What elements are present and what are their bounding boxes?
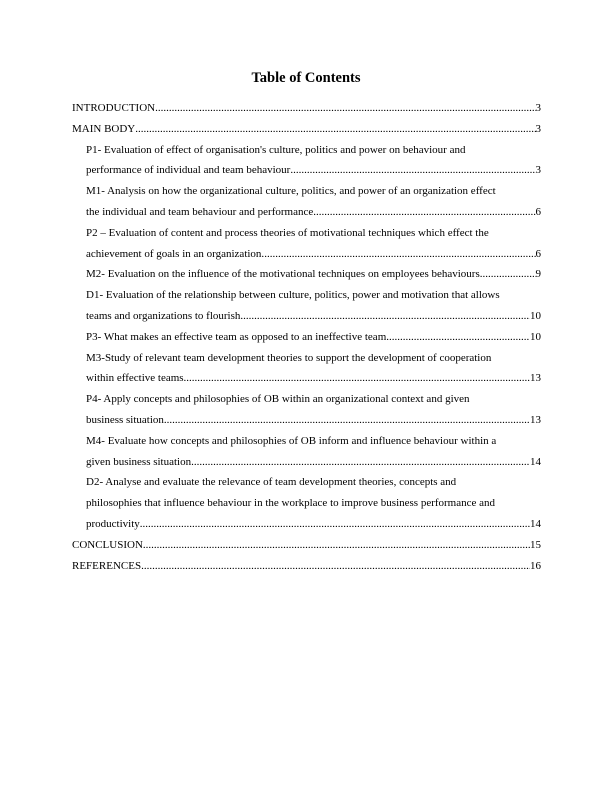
toc-entry-title: teams and organizations to flourish. [86,309,244,322]
dot-leader [264,244,535,265]
toc-entry-title: P3- What makes an effective team as opposed to an ineffective team. [86,330,389,343]
toc-entry-last-line [86,264,541,285]
toc-page-number: 3 [535,122,541,135]
toc-entry-d1[interactable] [86,285,541,327]
toc-entry-text-line: P4- Apply concepts and philosophies of OB within an organizational context and given [86,393,470,406]
toc-entry-text-line: D2- Analyse and evaluate the relevance of team development theories, concepts and [86,476,457,489]
toc-entry-text-line: M3-Study of relevant team development theories to support the development of cooperation [86,351,492,364]
toc-entry-title: performance of individual and team behaviour [86,164,291,177]
toc-page-number: 13 [530,413,541,426]
dot-leader [243,306,530,327]
toc-entry-title: productivity [86,517,140,530]
toc-page-number: 15 [530,538,541,551]
toc-entry-text-line: P2 – Evaluation of content and process theories of motivational techniques which effect the [86,226,489,239]
toc-entry-p3[interactable] [86,327,541,348]
dot-leader [290,160,535,181]
toc-entry-p4[interactable] [86,389,541,431]
toc-entry-last-line [86,514,541,535]
toc-entry-conclusion[interactable] [72,535,541,556]
toc-entry-d2[interactable] [86,472,541,534]
toc-entry-text-line: M1- Analysis on how the organizational culture, politics, and power of an organization effect [86,185,496,198]
toc-entry-last-line [72,119,541,140]
dot-leader [135,119,535,140]
toc-page-number: 14 [530,455,541,468]
toc-title: Table of Contents [251,70,361,86]
toc-entry-m3[interactable] [86,348,541,390]
dot-leader [316,202,536,223]
toc-entry-last-line [72,98,541,119]
toc-entry-title: within effective teams. [86,372,187,385]
toc-entry-references[interactable] [72,556,541,577]
toc-page-number: 10 [530,309,541,322]
toc-entry-text-line: D1- Evaluation of the relationship between culture, politics, power and motivation that allows [86,289,500,302]
toc-entry-last-line [72,535,541,556]
toc-entry-last-line [86,368,541,389]
toc-entry-p2[interactable] [86,223,541,265]
dot-leader [167,410,530,431]
toc-entry-last-line [86,327,541,348]
dot-leader [480,264,536,285]
toc-entry-last-line [86,306,541,327]
toc-entry-title: M2- Evaluation on the influence of the motivational techniques on employees behaviours [86,268,480,281]
toc-entry-last-line [86,452,541,473]
toc-entry-last-line [72,556,541,577]
toc-page-number: 3 [535,102,541,114]
dot-leader [389,327,530,348]
toc-entry-title: the individual and team behaviour and performance. [86,205,316,218]
dot-leader [140,514,530,535]
toc-entry-last-line [86,160,541,181]
toc-entry-title: business situation. [86,413,167,426]
toc-entry-title: given business situation. [86,455,194,468]
toc-entry-introduction[interactable] [72,98,541,119]
toc-entry-title: MAIN BODY [72,122,136,135]
toc-entry-text-line: P1- Evaluation of effect of organisation's culture, politics and power on behaviour and [86,143,466,156]
toc-entry-last-line [86,244,541,265]
toc-entry-text-line: M4- Evaluate how concepts and philosophies of OB inform and influence behaviour within a [86,434,497,447]
dot-leader [194,452,530,473]
dot-leader [155,98,535,119]
toc-entry-last-line [86,410,541,431]
dot-leader [141,556,530,577]
toc-entry-title: INTRODUCTION [72,102,156,114]
toc-page-number: 6 [535,247,541,260]
toc-page-number: 13 [530,372,541,385]
table-of-contents [72,98,541,576]
toc-entry-title: CONCLUSION [72,538,143,551]
toc-page-number: 14 [530,517,541,530]
toc-entry-last-line [86,202,541,223]
toc-entry-m2[interactable] [86,264,541,285]
toc-page-number: 16 [530,559,541,572]
dot-leader [143,535,530,556]
toc-entry-title: achievement of goals in an organization. [86,247,265,260]
toc-page-number: 9 [535,268,541,281]
toc-entry-m4[interactable] [86,431,541,473]
dot-leader [186,368,530,389]
toc-entry-p1[interactable] [86,140,541,182]
toc-page-number: 10 [530,330,541,343]
toc-entry-main-body[interactable] [72,119,541,140]
toc-entry-title: REFERENCES [72,559,142,572]
toc-entry-m1[interactable] [86,181,541,223]
toc-page-number: 6 [535,205,541,218]
toc-entry-text-line: philosophies that influence behaviour in the workplace to improve business performance and [86,497,496,510]
toc-page-number: 3 [535,164,541,177]
